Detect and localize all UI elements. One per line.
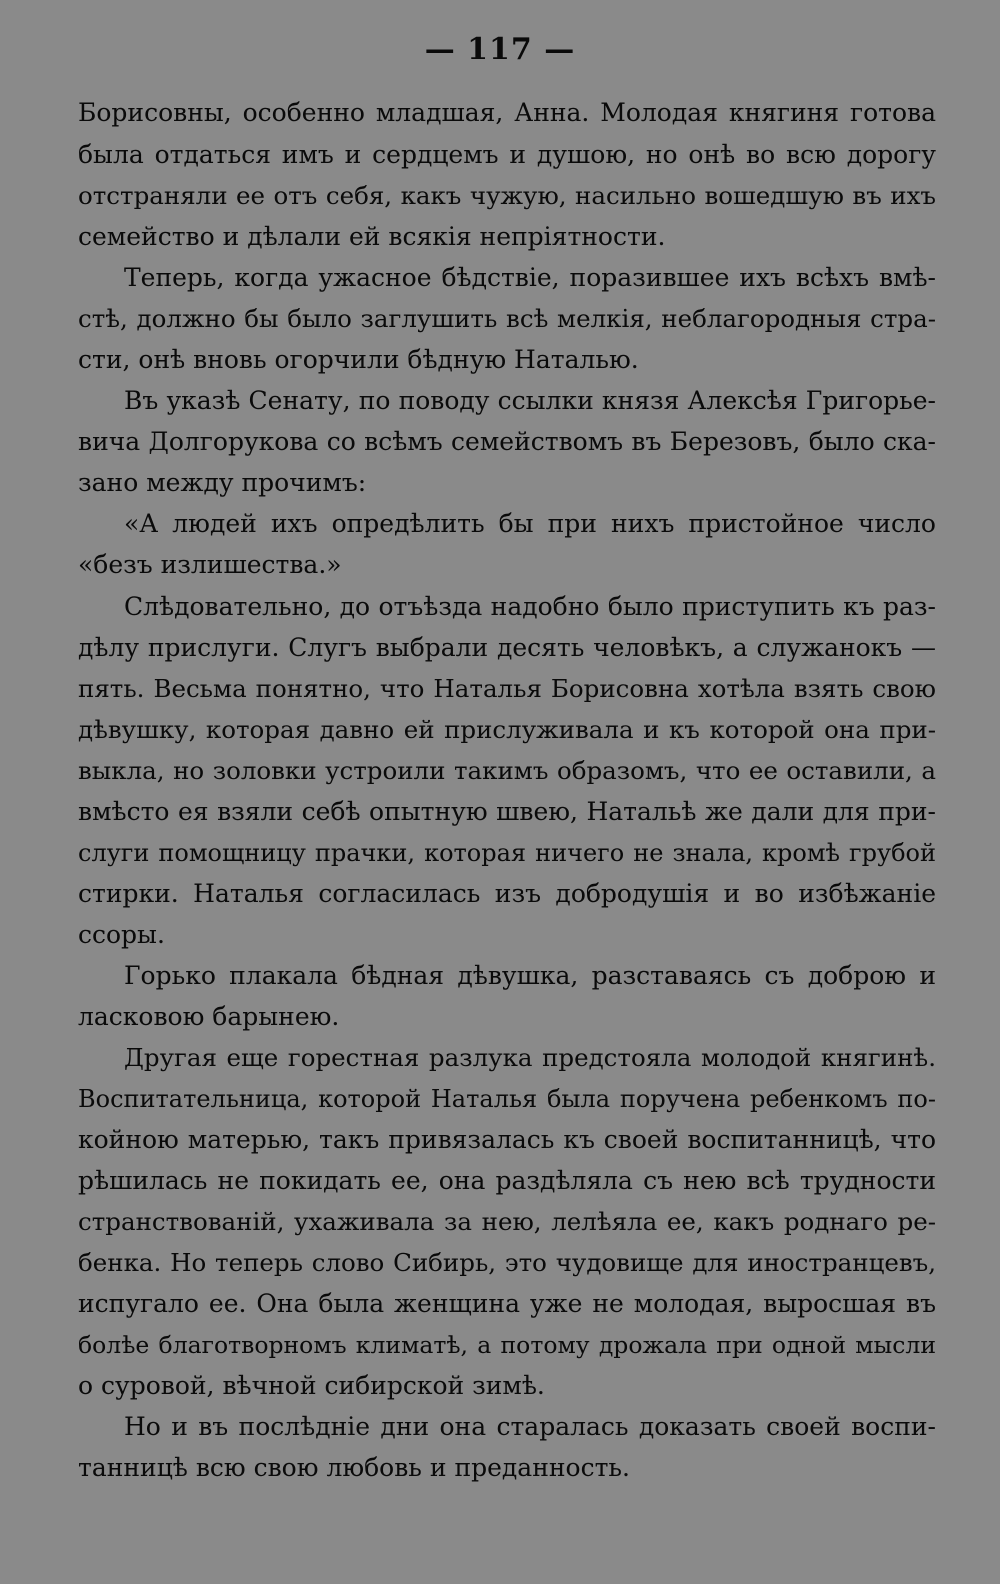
text-line: бенка. Но теперь слово Сибирь, это чудовище для иностранцевъ, xyxy=(78,1248,936,1277)
text-line: Въ указѣ Сенату, по поводу ссылки князя Алексѣя Григорье- xyxy=(124,386,936,415)
text-line: испугало ее. Она была женщина уже не молодая, выросшая въ xyxy=(78,1289,936,1318)
text-line: «А людей ихъ опредѣлить бы при нихъ пристойное число xyxy=(124,509,936,538)
text-line: «безъ излишества.» xyxy=(78,550,342,579)
text-line: Горько плакала бѣдная дѣвушка, разставаясь съ доброю и xyxy=(124,961,936,990)
text-line: вича Долгорукова со всѣмъ семействомъ въ Березовъ, было ска- xyxy=(78,427,936,456)
text-line: странствованій, ухаживала за нею, лелѣяла ее, какъ роднаго ре- xyxy=(78,1207,936,1236)
text-line: слуги помощницу прачки, которая ничего не знала, кромѣ грубой xyxy=(78,839,936,867)
text-line: стирки. Наталья согласилась изъ добродушія и во избѣжаніе xyxy=(78,879,936,908)
text-line: сти, онѣ вновь огорчили бѣдную Наталью. xyxy=(78,345,639,374)
text-line: койною матерью, такъ привязалась къ своей воспитанницѣ, что xyxy=(78,1125,936,1154)
text-line: рѣшилась не покидать ее, она раздѣляла съ нею всѣ трудности xyxy=(78,1166,936,1195)
text-line: выкла, но золовки устроили такимъ образомъ, что ее оставили, а xyxy=(78,756,936,785)
text-line: Но и въ послѣдніе дни она старалась доказать своей воспи- xyxy=(124,1412,936,1441)
text-line: Слѣдовательно, до отъѣзда надобно было приступить къ раз- xyxy=(124,592,936,621)
text-line: дѣлу прислуги. Слугъ выбрали десять человѣкъ, а служанокъ — xyxy=(78,633,936,662)
text-line: о суровой, вѣчной сибирской зимѣ. xyxy=(78,1371,545,1400)
text-line: Борисовны, особенно младшая, Анна. Молодая княгиня готова xyxy=(78,98,936,127)
text-line: Воспитательница, которой Наталья была поручена ребенкомъ по- xyxy=(78,1085,936,1113)
text-line: Другая еще горестная разлука предстояла молодой княгинѣ. xyxy=(124,1043,936,1072)
text-line: отстраняли ее отъ себя, какъ чужую, насильно вошедшую въ ихъ xyxy=(78,181,936,210)
text-line: вмѣсто ея взяли себѣ опытную швею, Натальѣ же дали для при- xyxy=(78,797,936,826)
text-line: болѣе благотворномъ климатѣ, а потому дрожала при одной мысли xyxy=(78,1331,936,1359)
text-line: ласковою барынею. xyxy=(78,1002,340,1031)
text-line: пять. Весьма понятно, что Наталья Борисовна хотѣла взять свою xyxy=(78,674,936,703)
text-line: зано между прочимъ: xyxy=(78,468,367,497)
text-line: ссоры. xyxy=(78,920,165,949)
page-number: — 117 — xyxy=(424,32,576,67)
text-line: семейство и дѣлали ей всякія непріятности. xyxy=(78,222,666,251)
text-line: танницѣ всю свою любовь и преданность. xyxy=(78,1453,630,1482)
text-line: Теперь, когда ужасное бѣдствіе, поразившее ихъ всѣхъ вмѣ- xyxy=(124,263,936,292)
text-line: была отдаться имъ и сердцемъ и душою, но онѣ во всю дорогу xyxy=(78,140,936,169)
text-line: стѣ, должно бы было заглушить всѣ мелкія, неблагородныя стра- xyxy=(78,304,936,333)
text-line: дѣвушку, которая давно ей прислуживала и къ которой она при- xyxy=(78,715,936,744)
